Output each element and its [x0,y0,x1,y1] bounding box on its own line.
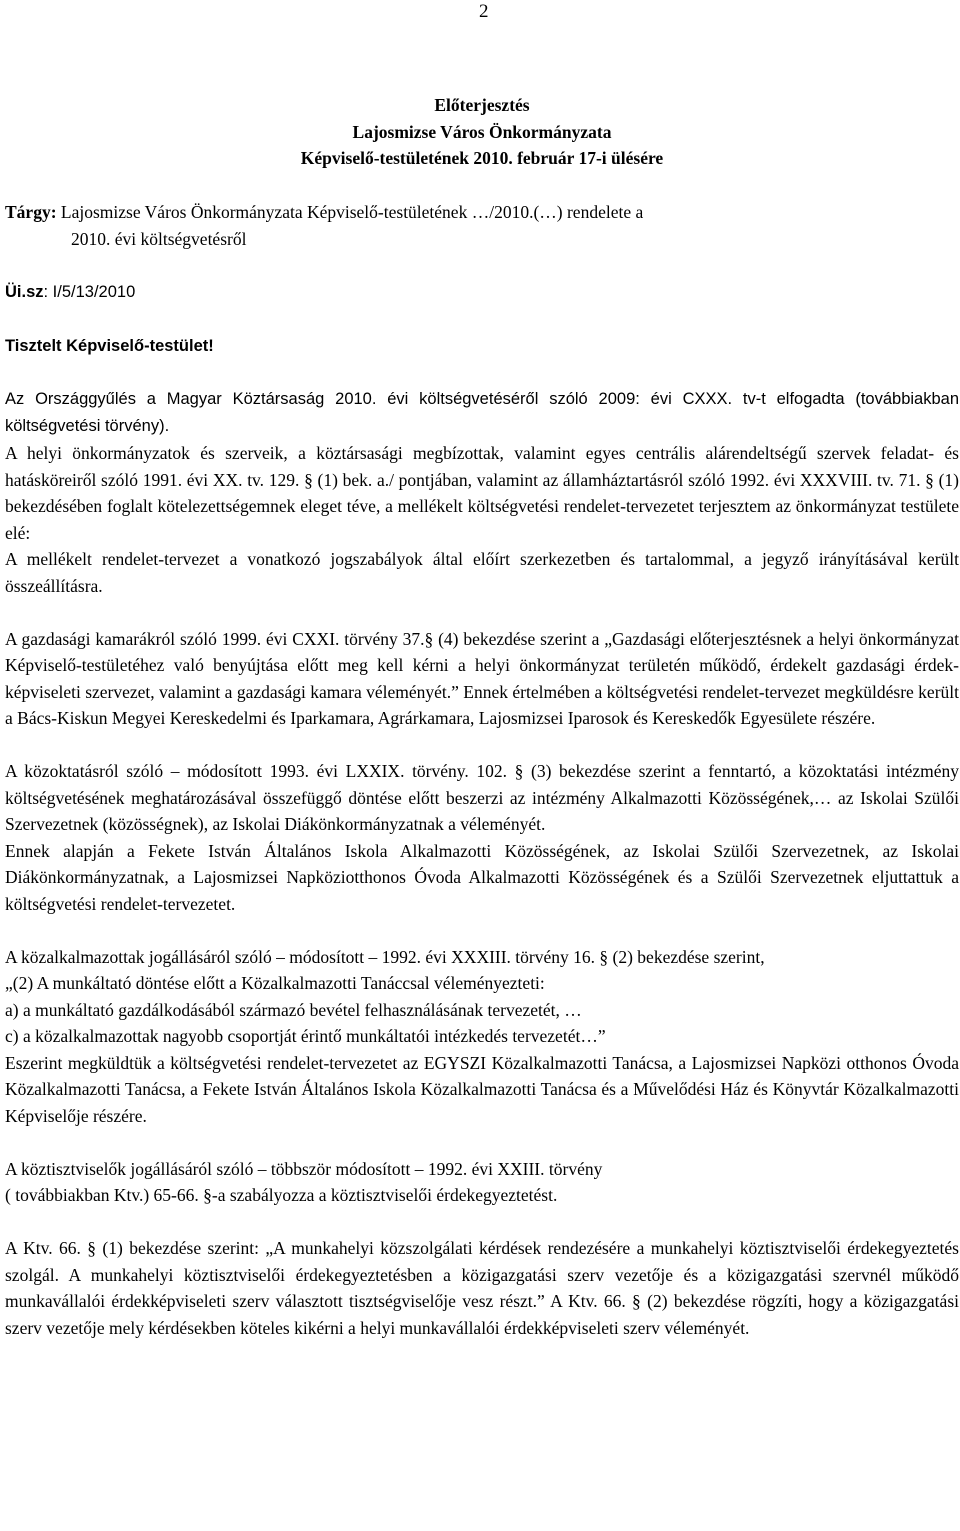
paragraph-gap [5,917,959,944]
paragraph-draft: A mellékelt rendelet-tervezet a vonatkozó jogszabályok által előírt szerkezetben és tartalommal, a jegyző irányításával került összeállításra. [5,549,959,596]
body-text [5,440,959,1341]
paragraph-civil-servants-continued: ( továbbiakban Ktv.) 65-66. §-a szabályozza a köztisztviselői érdekegyeztetést. [5,1185,558,1205]
subject-text: Lajosmizse Város Önkormányzata Képviselő-testületének …/2010.(…) rendelete a [56,202,644,222]
paragraph-public-employees: A közalkalmazottak jogállásáról szóló – módosított – 1992. évi XXXIII. törvény 16. § (2) bekezdése szerint, [5,946,765,967]
paragraph-ktv: A Ktv. 66. § (1) bekezdése szerint: „A munkahelyi közszolgálati kérdések rendezésére a munkahelyi köztisztviselői érdekegyeztetés szolgál. A munkahelyi köztisztviselői érdekegyeztetésben a közigazgatási szerv vezetője és a közigazgatási szervnél működő munkavállalói érdekképviseleti szerv választott tisztségviselője vesz részt.” A Ktv. 66. § (2) bekezdése rögzíti, hogy a közigazgatási szerv vezetője mely kérdésekben köteles kikérni a helyi munkavállalói érdekképviseleti szerv véleményét. [5,1238,959,1338]
subject-label: Tárgy: [5,202,57,222]
paragraph-chambers: A gazdasági kamarákról szóló 1999. évi CXXI. törvény 37.§ (4) bekezdése szerint a „Gazdasági előterjesztésnek a helyi önkormányzat Képviselő-testületéhez való benyújtása előtt meg kell kérni a helyi önkormányzat területén működő, érdekelt gazdasági érdek-képviseleti szervezet, valamint a gazdasági kamara véleményét.” Ennek értelmében a költségvetési rendelet-tervezet megküldésre került a Bács-Kiskun Megyei Kereskedelmi és Iparkamara, Agrárkamara, Lajosmizsei Iparosok és Kereskedők Egyesülete részére. [5,628,959,728]
paragraph-education-recipients: Ennek alapján a Fekete István Általános Iskola Alkalmazotti Közösségének, az Iskolai Szülői Szervezetnek, az Iskolai Diákönkormányzatnak, a Lajosmizsei Napköziotthonos Óvoda Alkalmazotti Közösségének és a Szülői Szervezetnek eljuttattuk a költségvetési rendelet-tervezetet. [5,840,959,914]
paragraph-gap [5,1129,959,1156]
header-title: Előterjesztés [434,95,530,115]
paragraph-education: A közoktatásról szóló – módosított 1993. évi LXXIX. törvény. 102. § (3) bekezdése szerint a fenntartó, a közoktatási intézmény költségvetésének meghatározásával összefüggő döntése előtt beszerzi az intézmény Alkalmazotti Közösségének,… az Iskolai Szülői Szervezetnek (közösségnek), az Iskolai Diákönkormányzatnak a véleményét. [5,761,959,834]
subject-block [5,199,959,252]
header-meeting: Képviselő-testületének 2010. február 17-i ülésére [300,148,664,168]
subject-text-continued: 2010. évi költségvetésről [71,228,247,249]
reference-number [5,279,135,306]
paragraph-public-employees-recipients: Eszerint megküldtük a költségvetési rendelet-tervezetet az EGYSZI Közalkalmazotti Tanácsa, a Lajosmizsei Napközi otthonos Óvoda Közalkalmazotti Tanácsa, a Fekete István Általános Iskola Közalkalmazotti Tanácsa és a Művelődési Ház és Könyvtár Közalkalmazotti Képviselője részére. [5,1052,959,1126]
quote-council: „(2) A munkáltató döntése előtt a Közalkalmazotti Tanáccsal véleményezteti: [5,973,545,993]
paragraph-obligation: A helyi önkormányzatok és szerveik, a köztársasági megbízottak, valamint egyes centrális alárendeltségű szervek feladat- és hatásköreiről szóló 1991. évi XX. tv. 129. § (1) bek. a./ pontjában, valamint az államháztartásról szóló 1992. évi XXXVIII. tv. 71. § (1) bekezdésében foglalt kötelezettségemnek eleget téve, a mellékelt költségvetési rendelet-tervezetet terjesztem az önkormányzat testülete elé: [5,443,959,543]
header-organization: Lajosmizse Város Önkormányzata [352,121,612,142]
paragraph-gap [5,732,959,759]
reference-label: Üi.sz [5,283,44,301]
paragraph-civil-servants: A köztisztviselők jogállásáról szóló – többször módosított – 1992. évi XXIII. törvény [5,1158,603,1179]
quote-item-a: a) a munkáltató gazdálkodásából származó bevétel felhasználásának tervezetét, … [5,999,582,1020]
greeting: Tisztelt Képviselő-testület! [5,337,214,355]
paragraph-gap [5,1209,959,1236]
intro-paragraph: Az Országgyűlés a Magyar Köztársaság 2010. évi költségvetéséről szóló 2009: évi CXXX. tv-t elfogadta (továbbiakban költségvetési törvény). [5,390,959,435]
page-number: 2 [479,1,489,22]
quote-item-c: c) a közalkalmazottak nagyobb csoportját érintő munkáltatói intézkedés tervezetét…” [5,1026,606,1046]
paragraph-gap [5,599,959,626]
reference-value: : I/5/13/2010 [43,283,136,301]
document-header [5,92,959,172]
